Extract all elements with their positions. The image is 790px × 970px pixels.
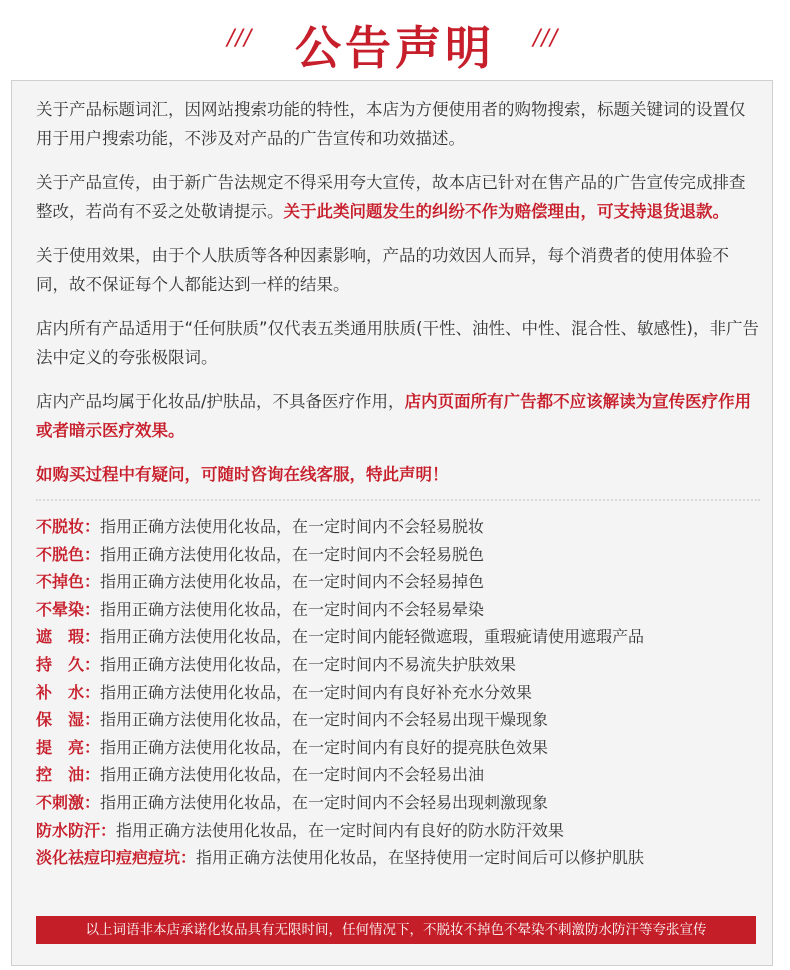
paragraph-advertising [36, 168, 760, 226]
term-description: 指用正确方法使用化妆品，在一定时间内不易流失护肤效果 [100, 654, 517, 674]
term-item [36, 817, 760, 845]
dotted-divider [36, 499, 760, 501]
term-item [36, 596, 760, 624]
paragraph-effects [36, 241, 760, 299]
term-description: 指用正确方法使用化妆品，在一定时间内不会轻易出现干燥现象 [100, 710, 549, 730]
term-description: 指用正确方法使用化妆品，在一定时间内能轻微遮瑕，重瑕疵请使用遮瑕产品 [100, 627, 645, 647]
terms-list [36, 513, 760, 872]
term-item [36, 513, 760, 541]
term-label: 持 久： [36, 654, 101, 674]
term-description: 指用正确方法使用化妆品，在一定时间内有良好的防水防汗效果 [116, 820, 565, 840]
term-item [36, 651, 760, 679]
term-item [36, 789, 760, 817]
term-item [36, 541, 760, 569]
term-item [36, 706, 760, 734]
paragraph-text: 店内所有产品适用于“任何肤质”仅代表五类通用肤质(干性、油性、中性、混合性、敏感性)，非广告法中定义的夸张极限词。 [36, 319, 759, 367]
term-description: 指用正确方法使用化妆品，在一定时间内不会轻易掉色 [100, 572, 485, 592]
term-item [36, 761, 760, 789]
footer-disclaimer-bar: 以上词语非本店承诺化妆品具有无限时间，任何情况下，不脱妆不掉色不晕染不刺激防水防汗等夸张宣传 [36, 916, 756, 944]
paragraph-text: 关于使用效果，由于个人肤质等各种因素影响，产品的功效因人而异，每个消费者的使用体验不同，故不保证每个人都能达到一样的结果。 [36, 246, 729, 294]
paragraph-skin-types [36, 314, 760, 372]
term-item [36, 844, 760, 872]
notice-content [36, 95, 760, 872]
paragraph-text: 关于产品宣传，由于新广告法规定不得采用夸大宣传，故本店已针对在售产品的广告宣传完成排查整改，若尚有不妥之处敬请提示。 [36, 173, 746, 221]
term-description: 指用正确方法使用化妆品，在一定时间内不会轻易出现刺激现象 [100, 792, 549, 812]
paragraph-highlight: 店内页面所有广告都不应该解读为宣传医疗作用或者暗示医疗效果。 [36, 392, 752, 440]
term-item [36, 734, 760, 762]
term-description: 指用正确方法使用化妆品，在一定时间内不会轻易晕染 [100, 599, 485, 619]
header [0, 0, 790, 80]
term-description: 指用正确方法使用化妆品，在坚持使用一定时间后可以修护肌肤 [196, 848, 645, 868]
term-item [36, 623, 760, 651]
term-label: 提 亮： [36, 737, 101, 757]
slash-decoration-left: /// [227, 26, 253, 51]
notice-panel [11, 80, 773, 966]
term-item [36, 568, 760, 596]
paragraph-text: 店内产品均属于化妆品/护肤品，不具备医疗作用， [36, 392, 405, 411]
term-description: 指用正确方法使用化妆品，在一定时间内不会轻易脱妆 [100, 517, 485, 536]
term-label: 保 湿： [36, 710, 101, 730]
term-label: 不脱色： [36, 544, 101, 564]
term-label: 不晕染： [36, 599, 101, 619]
paragraph-medical [36, 387, 760, 445]
term-description: 指用正确方法使用化妆品，在一定时间内有良好的提亮肤色效果 [100, 737, 549, 757]
term-label: 淡化祛痘印痘疤痘坑： [36, 848, 197, 868]
paragraph-title-keywords [36, 95, 760, 153]
term-label: 补 水： [36, 682, 101, 702]
term-label: 防水防汗： [36, 820, 117, 840]
term-label: 不掉色： [36, 572, 101, 592]
paragraph-text: 关于产品标题词汇，因网站搜索功能的特性，本店为方便使用者的购物搜索，标题关键词的设置仅用于用户搜索功能，不涉及对产品的广告宣传和功效描述。 [36, 100, 746, 148]
closing-statement: 如购买过程中有疑问，可随时咨询在线客服，特此声明！ [36, 465, 449, 484]
term-label: 控 油： [36, 765, 101, 785]
term-description: 指用正确方法使用化妆品，在一定时间内不会轻易出油 [100, 765, 485, 785]
paragraph-highlight: 关于此类问题发生的纠纷不作为赔偿理由，可支持退货退款。 [283, 202, 729, 221]
term-label: 不刺激： [36, 792, 101, 812]
term-description: 指用正确方法使用化妆品，在一定时间内有良好补充水分效果 [100, 682, 533, 702]
term-label: 不脱妆： [36, 517, 101, 536]
term-label: 遮 瑕： [36, 627, 101, 647]
term-item [36, 679, 760, 707]
page-title: 公告声明 [295, 21, 495, 75]
slash-decoration-right: /// [533, 26, 559, 51]
term-description: 指用正确方法使用化妆品，在一定时间内不会轻易脱色 [100, 544, 485, 564]
